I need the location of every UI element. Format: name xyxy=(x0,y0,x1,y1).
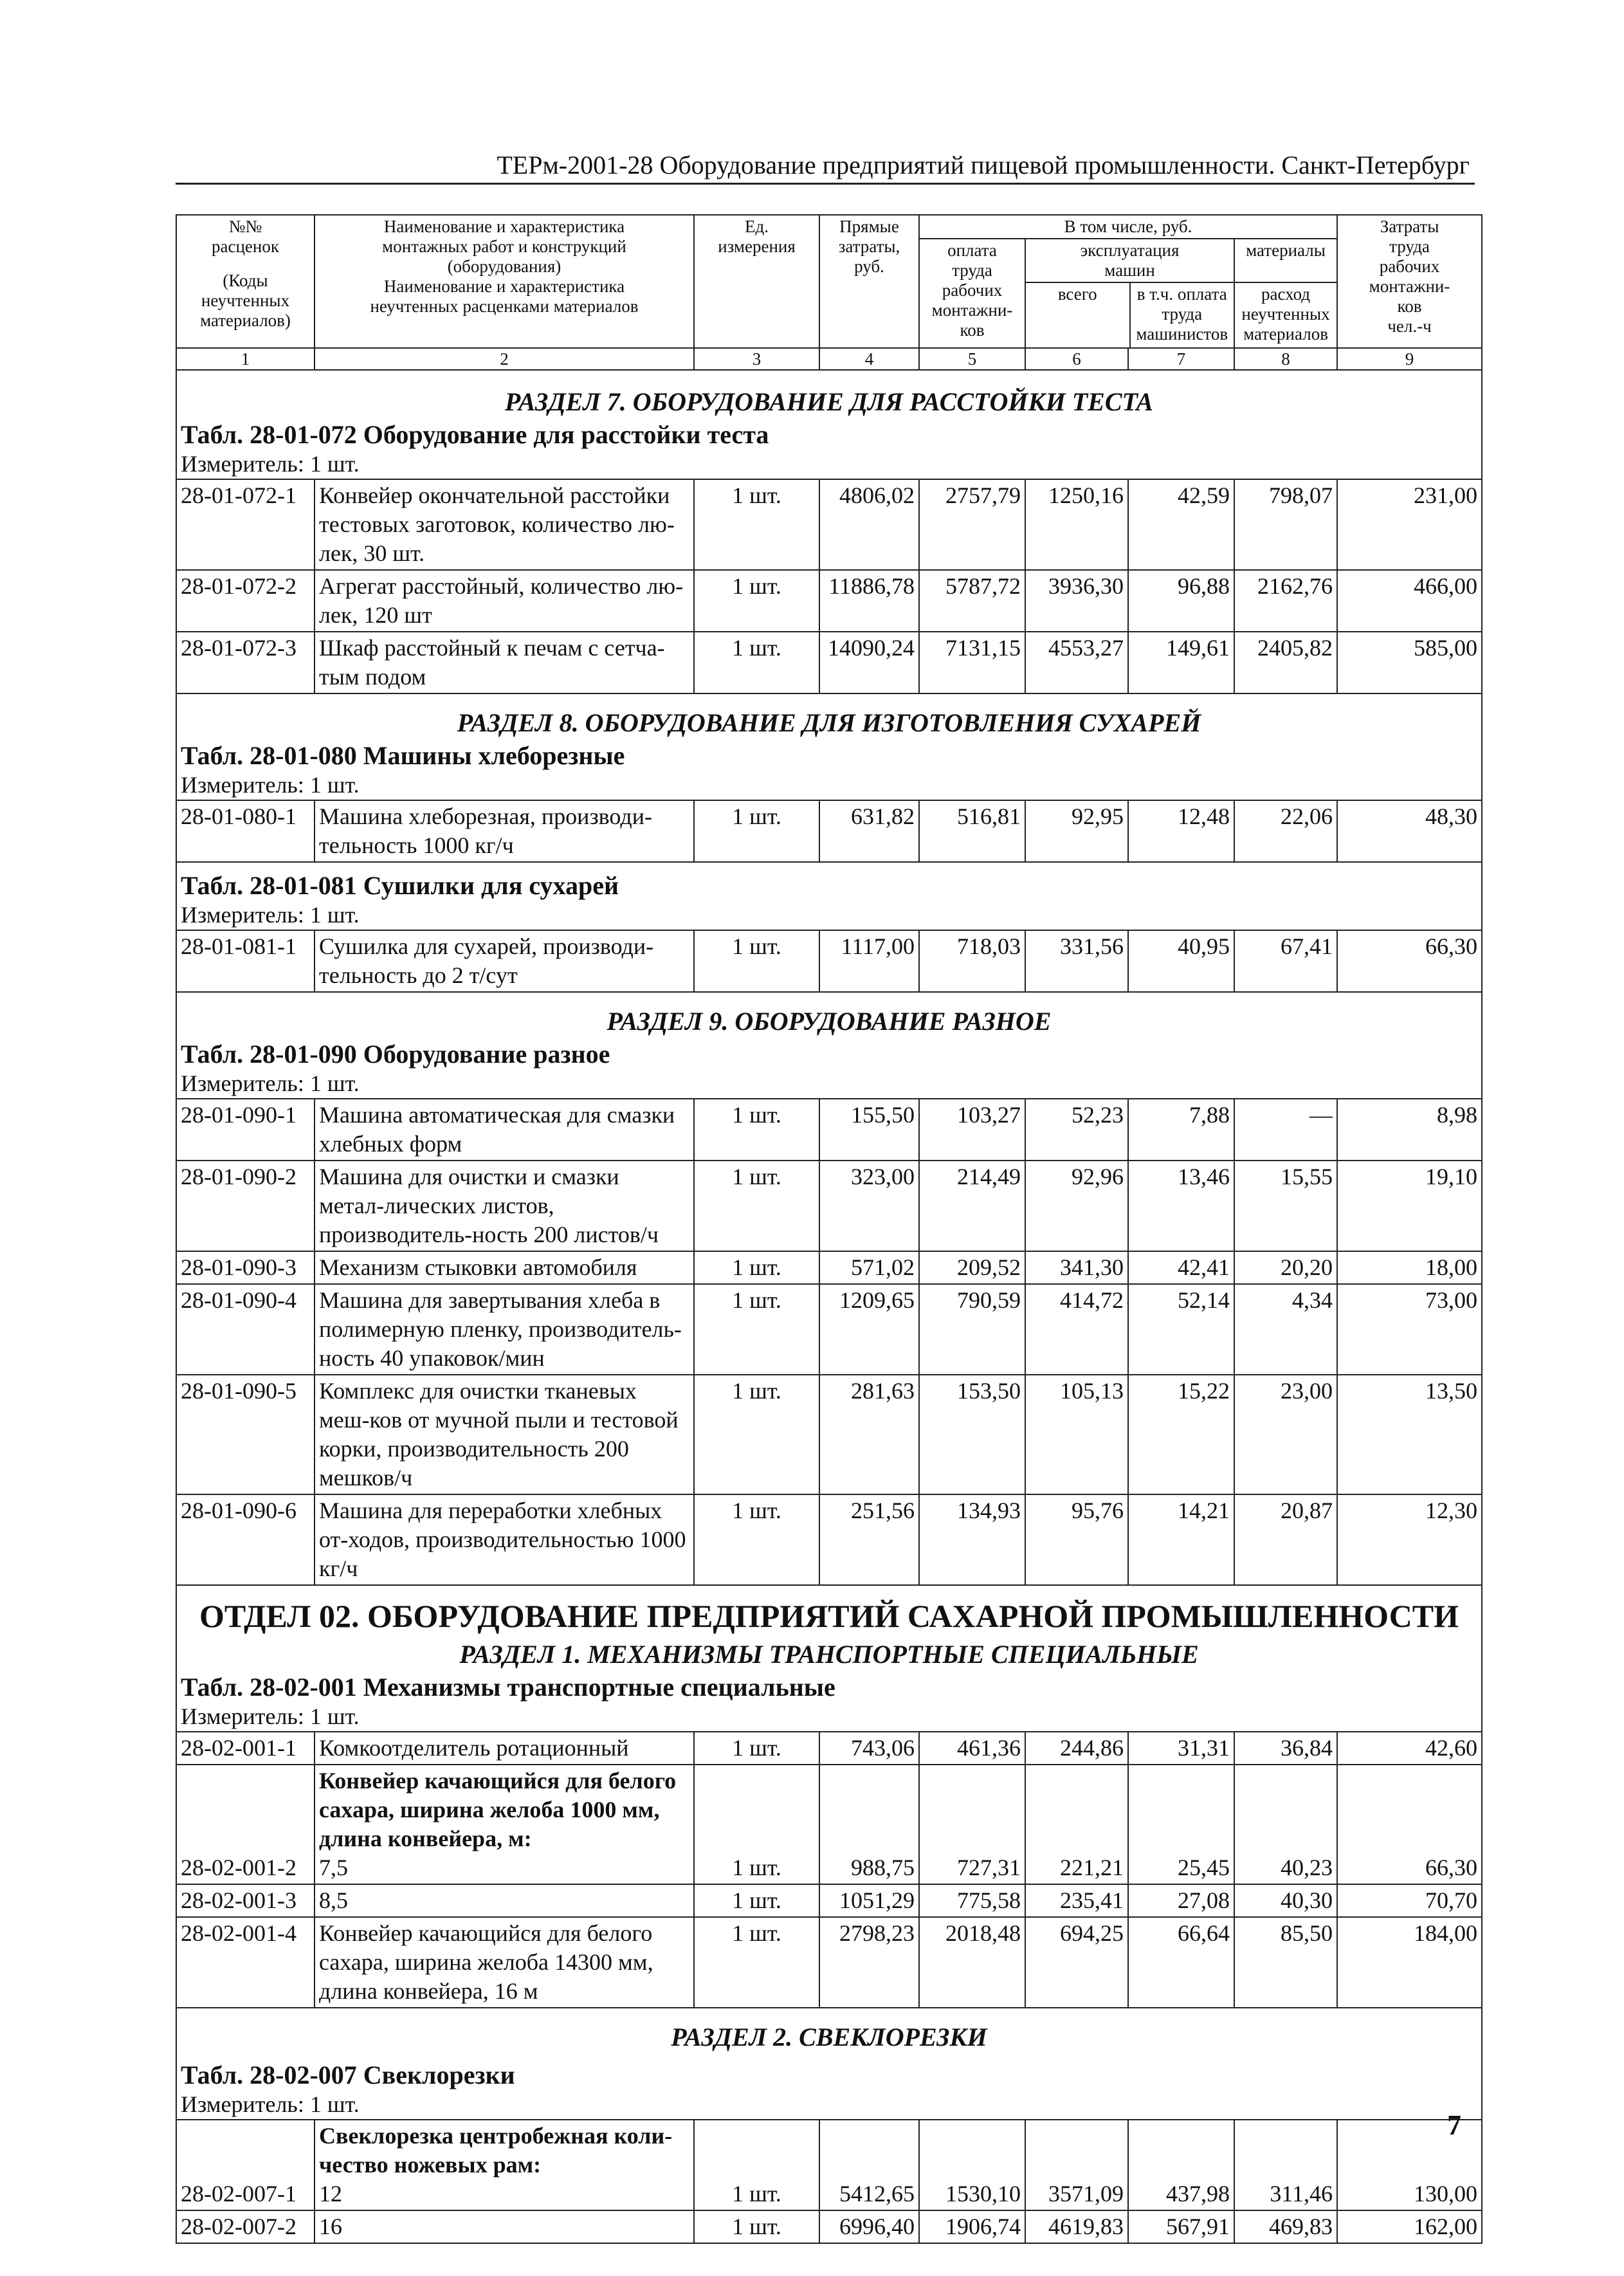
row-materials: 22,06 xyxy=(1234,800,1337,862)
header-text: Прямые xyxy=(839,217,899,236)
row-hours: 73,00 xyxy=(1337,1284,1482,1375)
header-text: машин xyxy=(1104,261,1155,280)
row-name-group xyxy=(315,2120,694,2210)
department-block xyxy=(176,1585,1482,1732)
row-hours: 466,00 xyxy=(1337,570,1482,632)
row-name: Конвейер качающийся для белого сахара, ширина желоба 14300 мм, длина конвейера, 16 м xyxy=(315,1917,694,2008)
header-text: чел.-ч xyxy=(1387,317,1432,336)
section-title: РАЗДЕЛ 7. ОБОРУДОВАНИЕ ДЛЯ РАССТОЙКИ ТЕСТА xyxy=(504,387,1154,416)
row-materials: 67,41 xyxy=(1234,930,1337,992)
row-materials: 23,00 xyxy=(1234,1375,1337,1494)
row-labor: 5787,72 xyxy=(919,570,1025,632)
row-hours: 585,00 xyxy=(1337,632,1482,693)
section-title: РАЗДЕЛ 9. ОБОРУДОВАНИЕ РАЗНОЕ xyxy=(607,1007,1052,1036)
row-name: 16 xyxy=(315,2210,694,2243)
row-materials: 2405,82 xyxy=(1234,632,1337,693)
row-code: 28-01-090-2 xyxy=(176,1161,315,1251)
row-machines: 694,25 xyxy=(1025,1917,1128,2008)
row-code: 28-01-090-3 xyxy=(176,1251,315,1284)
table-row xyxy=(176,1765,1482,1884)
row-hours: 66,30 xyxy=(1337,1765,1482,1884)
row-name-group xyxy=(315,1765,694,1884)
table-row xyxy=(176,1917,1482,2008)
row-machines: 221,21 xyxy=(1025,1765,1128,1884)
header-text: неучтенных xyxy=(1241,304,1330,324)
row-code: 28-02-007-1 xyxy=(176,2120,315,2210)
row-labor: 134,93 xyxy=(919,1494,1025,1585)
table-title: Табл. 28-02-001 Механизмы транспортные специальные xyxy=(181,1673,835,1702)
row-materials: 311,46 xyxy=(1234,2120,1337,2210)
row-name: Комплекс для очистки тканевых меш-ков от мучной пыли и тестовой корки, производительность 200 мешков/ч xyxy=(315,1375,694,1494)
header-text: затраты, xyxy=(838,237,900,256)
row-unit: 1 шт. xyxy=(694,1099,819,1161)
page-number: 7 xyxy=(1447,2109,1461,2141)
header-text: материалов) xyxy=(200,311,291,330)
column-number: 7 xyxy=(1128,348,1234,370)
row-materials: 40,23 xyxy=(1234,1765,1337,1884)
row-labor: 790,59 xyxy=(919,1284,1025,1375)
table-row xyxy=(176,1375,1482,1494)
row-labor: 103,27 xyxy=(919,1099,1025,1161)
row-name: Машина для очистки и смазки метал-лических листов, производитель-ность 200 листов/ч xyxy=(315,1161,694,1251)
header-text: эксплуатация xyxy=(1080,241,1180,260)
table-row xyxy=(176,1732,1482,1765)
section-block xyxy=(176,693,1482,800)
row-machines: 4619,83 xyxy=(1025,2210,1128,2243)
row-unit: 1 шт. xyxy=(694,1251,819,1284)
row-materials: 20,87 xyxy=(1234,1494,1337,1585)
row-machinists: 12,48 xyxy=(1128,800,1234,862)
table-row xyxy=(176,2210,1482,2243)
header-text: труда xyxy=(952,261,992,280)
row-direct: 155,50 xyxy=(819,1099,919,1161)
header-text: Наименование и характеристика xyxy=(383,277,625,296)
table-block xyxy=(176,862,1482,930)
row-name: Шкаф расстойный к печам с сетча-тым подом xyxy=(315,632,694,693)
row-name: Конвейер окончательной расстойки тестовых заготовок, количество лю-лек, 30 шт. xyxy=(315,479,694,570)
column-number: 8 xyxy=(1234,348,1337,370)
row-machinists: 42,41 xyxy=(1128,1251,1234,1284)
column-header-row xyxy=(176,215,1482,239)
measure-line: Измеритель: 1 шт. xyxy=(181,902,360,928)
row-labor: 7131,15 xyxy=(919,632,1025,693)
column-number: 4 xyxy=(819,348,919,370)
row-labor: 153,50 xyxy=(919,1375,1025,1494)
header-text: оплата xyxy=(947,241,997,260)
header-including: В том числе, руб. xyxy=(919,215,1337,239)
table-row xyxy=(176,1161,1482,1251)
group-title: Конвейер качающийся для белого сахара, ширина желоба 1000 мм, длина конвейера, м: xyxy=(319,1768,677,1851)
header-text: ков xyxy=(1397,297,1422,316)
row-direct: 1051,29 xyxy=(819,1884,919,1917)
row-labor: 516,81 xyxy=(919,800,1025,862)
row-unit: 1 шт. xyxy=(694,1732,819,1765)
row-code: 28-01-080-1 xyxy=(176,800,315,862)
header-text: рабочих xyxy=(942,280,1003,300)
rows-s9 xyxy=(176,1099,1482,1585)
row-hours: 184,00 xyxy=(1337,1917,1482,2008)
rates-table-wrap xyxy=(176,214,1481,2244)
header-text: Затраты xyxy=(1380,217,1439,236)
measure-line: Измеритель: 1 шт. xyxy=(181,1070,360,1096)
row-machinists: 13,46 xyxy=(1128,1161,1234,1251)
row-code: 28-02-001-4 xyxy=(176,1917,315,2008)
row-name: Механизм стыковки автомобиля xyxy=(315,1251,694,1284)
section-title: РАЗДЕЛ 1. МЕХАНИЗМЫ ТРАНСПОРТНЫЕ СПЕЦИАЛЬНЫЕ xyxy=(459,1640,1199,1669)
row-hours: 42,60 xyxy=(1337,1732,1482,1765)
row-name: Комкоотделитель ротационный xyxy=(315,1732,694,1765)
row-name: Агрегат расстойный, количество лю-лек, 120 шт xyxy=(315,570,694,632)
table-title: Табл. 28-02-007 Свеклорезки xyxy=(181,2060,515,2089)
header-machines-total xyxy=(1026,283,1131,347)
row-name: 8,5 xyxy=(315,1884,694,1917)
rows-t081 xyxy=(176,930,1482,992)
column-number-row xyxy=(176,348,1482,370)
row-code: 28-02-001-1 xyxy=(176,1732,315,1765)
row-machinists: 14,21 xyxy=(1128,1494,1234,1585)
table-row xyxy=(176,632,1482,693)
row-name: Машина для завертывания хлеба в полимерную пленку, производитель-ность 40 упаковок/мин xyxy=(315,1284,694,1375)
row-machinists: 437,98 xyxy=(1128,2120,1234,2210)
header-text: монтажни- xyxy=(1369,277,1450,296)
row-direct: 1209,65 xyxy=(819,1284,919,1375)
row-labor: 1530,10 xyxy=(919,2120,1025,2210)
row-unit: 1 шт. xyxy=(694,632,819,693)
row-labor: 718,03 xyxy=(919,930,1025,992)
table-row xyxy=(176,930,1482,992)
row-direct: 11886,78 xyxy=(819,570,919,632)
header-text: монтажни- xyxy=(931,300,1013,320)
header-machines-group xyxy=(1025,239,1234,348)
row-code: 28-01-090-4 xyxy=(176,1284,315,1375)
row-machinists: 7,88 xyxy=(1128,1099,1234,1161)
table-row xyxy=(176,2120,1482,2210)
table-row xyxy=(176,1284,1482,1375)
row-machinists: 52,14 xyxy=(1128,1284,1234,1375)
header-machinists xyxy=(1131,283,1234,347)
row-machines: 244,86 xyxy=(1025,1732,1128,1765)
row-code: 28-01-072-3 xyxy=(176,632,315,693)
row-hours: 162,00 xyxy=(1337,2210,1482,2243)
header-hours-column xyxy=(1337,215,1482,348)
row-materials: 4,34 xyxy=(1234,1284,1337,1375)
row-materials: 798,07 xyxy=(1234,479,1337,570)
row-hours: 18,00 xyxy=(1337,1251,1482,1284)
row-labor: 775,58 xyxy=(919,1884,1025,1917)
header-text: Ед. xyxy=(745,217,769,236)
table-row xyxy=(176,570,1482,632)
header-text: расценок xyxy=(212,237,279,256)
row-machines: 3936,30 xyxy=(1025,570,1128,632)
section-block xyxy=(176,992,1482,1099)
row-unit: 1 шт. xyxy=(694,2120,819,2210)
row-direct: 631,82 xyxy=(819,800,919,862)
row-code: 28-02-001-3 xyxy=(176,1884,315,1917)
row-code: 28-01-072-2 xyxy=(176,570,315,632)
row-materials: 85,50 xyxy=(1234,1917,1337,2008)
row-machinists: 96,88 xyxy=(1128,570,1234,632)
table-row xyxy=(176,1494,1482,1585)
row-code: 28-02-001-2 xyxy=(176,1765,315,1884)
row-labor: 461,36 xyxy=(919,1732,1025,1765)
row-unit: 1 шт. xyxy=(694,1284,819,1375)
row-direct: 5412,65 xyxy=(819,2120,919,2210)
column-number: 5 xyxy=(919,348,1025,370)
row-materials: 469,83 xyxy=(1234,2210,1337,2243)
header-text: в т.ч. оплата xyxy=(1136,284,1227,304)
row-materials: 20,20 xyxy=(1234,1251,1337,1284)
header-code-column xyxy=(176,215,315,348)
table-row xyxy=(176,1251,1482,1284)
row-machinists: 40,95 xyxy=(1128,930,1234,992)
row-machines: 341,30 xyxy=(1025,1251,1128,1284)
header-unit-column xyxy=(694,215,819,348)
header-text: измерения xyxy=(718,237,796,256)
section-title: РАЗДЕЛ 2. СВЕКЛОРЕЗКИ xyxy=(671,2023,987,2051)
table-row xyxy=(176,800,1482,862)
section-block xyxy=(176,370,1482,479)
row-labor: 2757,79 xyxy=(919,479,1025,570)
row-unit: 1 шт. xyxy=(694,1765,819,1884)
row-hours: 130,00 xyxy=(1337,2120,1482,2210)
row-name: 7,5 xyxy=(319,1855,348,1880)
column-number: 3 xyxy=(694,348,819,370)
group-title: Свеклорезка центробежная коли-чество ножевых рам: xyxy=(319,2123,673,2178)
row-machines: 1250,16 xyxy=(1025,479,1128,570)
header-text: (Коды xyxy=(223,271,268,290)
table-row xyxy=(176,479,1482,570)
row-unit: 1 шт. xyxy=(694,1161,819,1251)
measure-line: Измеритель: 1 шт. xyxy=(181,1703,360,1729)
row-unit: 1 шт. xyxy=(694,1884,819,1917)
row-code: 28-02-007-2 xyxy=(176,2210,315,2243)
row-name: Машина хлеборезная, производи-тельность 1000 кг/ч xyxy=(315,800,694,862)
row-machines: 3571,09 xyxy=(1025,2120,1128,2210)
row-labor: 209,52 xyxy=(919,1251,1025,1284)
table-title: Табл. 28-01-080 Машины хлеборезные xyxy=(181,741,625,770)
row-machinists: 27,08 xyxy=(1128,1884,1234,1917)
column-number: 9 xyxy=(1337,348,1482,370)
header-text: рабочих xyxy=(1379,257,1440,276)
header-title: ТЕРм-2001-28 Оборудование предприятий пищевой промышленности. Санкт-Петербург xyxy=(497,151,1470,179)
row-code: 28-01-081-1 xyxy=(176,930,315,992)
row-machines: 331,56 xyxy=(1025,930,1128,992)
row-code: 28-01-090-1 xyxy=(176,1099,315,1161)
row-materials: 36,84 xyxy=(1234,1732,1337,1765)
measure-line: Измеритель: 1 шт. xyxy=(181,451,360,477)
row-direct: 571,02 xyxy=(819,1251,919,1284)
row-unit: 1 шт. xyxy=(694,800,819,862)
row-materials: — xyxy=(1234,1099,1337,1161)
header-materials-column xyxy=(1234,239,1337,348)
header-text: материалов xyxy=(1243,324,1328,344)
header-text: руб. xyxy=(854,257,884,276)
row-hours: 70,70 xyxy=(1337,1884,1482,1917)
row-hours: 12,30 xyxy=(1337,1494,1482,1585)
section-title: РАЗДЕЛ 8. ОБОРУДОВАНИЕ ДЛЯ ИЗГОТОВЛЕНИЯ СУХАРЕЙ xyxy=(457,708,1201,737)
row-materials: 2162,76 xyxy=(1234,570,1337,632)
row-direct: 14090,24 xyxy=(819,632,919,693)
row-hours: 66,30 xyxy=(1337,930,1482,992)
table-title: Табл. 28-01-090 Оборудование разное xyxy=(181,1040,610,1069)
row-machines: 92,96 xyxy=(1025,1161,1128,1251)
column-number: 6 xyxy=(1025,348,1128,370)
table-title: Табл. 28-01-072 Оборудование для расстойки теста xyxy=(181,420,769,449)
row-direct: 988,75 xyxy=(819,1765,919,1884)
header-text: ков xyxy=(960,320,985,340)
row-code: 28-01-072-1 xyxy=(176,479,315,570)
row-machinists: 42,59 xyxy=(1128,479,1234,570)
row-name: Сушилка для сухарей, производи-тельность до 2 т/сут xyxy=(315,930,694,992)
row-machinists: 31,31 xyxy=(1128,1732,1234,1765)
header-text: неучтенных расценками материалов xyxy=(370,297,639,316)
department-title: ОТДЕЛ 02. ОБОРУДОВАНИЕ ПРЕДПРИЯТИЙ САХАРНОЙ ПРОМЫШЛЕННОСТИ xyxy=(199,1598,1459,1634)
row-hours: 48,30 xyxy=(1337,800,1482,862)
row-direct: 2798,23 xyxy=(819,1917,919,2008)
header-text: труда xyxy=(1162,304,1203,324)
row-code: 28-01-090-5 xyxy=(176,1375,315,1494)
row-machinists: 66,64 xyxy=(1128,1917,1234,2008)
measure-line: Измеритель: 1 шт. xyxy=(181,2091,360,2117)
row-unit: 1 шт. xyxy=(694,930,819,992)
header-text: монтажных работ и конструкций xyxy=(382,237,626,256)
header-text: машинистов xyxy=(1136,324,1228,344)
row-direct: 323,00 xyxy=(819,1161,919,1251)
row-machines: 414,72 xyxy=(1025,1284,1128,1375)
row-code: 28-01-090-6 xyxy=(176,1494,315,1585)
row-machines: 95,76 xyxy=(1025,1494,1128,1585)
row-machinists: 149,61 xyxy=(1128,632,1234,693)
row-materials: 15,55 xyxy=(1234,1161,1337,1251)
header-name-column xyxy=(315,215,694,348)
row-machinists: 15,22 xyxy=(1128,1375,1234,1494)
row-machinists: 25,45 xyxy=(1128,1765,1234,1884)
row-labor: 214,49 xyxy=(919,1161,1025,1251)
row-name: Машина автоматическая для смазки хлебных форм xyxy=(315,1099,694,1161)
row-hours: 231,00 xyxy=(1337,479,1482,570)
row-unit: 1 шт. xyxy=(694,1494,819,1585)
row-unit: 1 шт. xyxy=(694,1917,819,2008)
row-direct: 251,56 xyxy=(819,1494,919,1585)
row-labor: 727,31 xyxy=(919,1765,1025,1884)
column-number: 1 xyxy=(176,348,315,370)
table-row xyxy=(176,1099,1482,1161)
row-machines: 235,41 xyxy=(1025,1884,1128,1917)
row-direct: 1117,00 xyxy=(819,930,919,992)
row-unit: 1 шт. xyxy=(694,1375,819,1494)
table-row xyxy=(176,1884,1482,1917)
row-name: Машина для переработки хлебных от-ходов, производительностью 1000 кг/ч xyxy=(315,1494,694,1585)
header-text: неучтенных xyxy=(201,291,290,310)
row-direct: 743,06 xyxy=(819,1732,919,1765)
row-hours: 13,50 xyxy=(1337,1375,1482,1494)
rows-s7 xyxy=(176,479,1482,693)
header-text: всего xyxy=(1057,284,1097,304)
column-number: 2 xyxy=(315,348,694,370)
row-hours: 19,10 xyxy=(1337,1161,1482,1251)
header-text: (оборудования) xyxy=(447,257,561,276)
row-machinists: 567,91 xyxy=(1128,2210,1234,2243)
row-direct: 281,63 xyxy=(819,1375,919,1494)
section-block xyxy=(176,2008,1482,2120)
header-text: труда xyxy=(1389,237,1430,256)
row-materials: 40,30 xyxy=(1234,1884,1337,1917)
row-machines: 92,95 xyxy=(1025,800,1128,862)
row-machines: 4553,27 xyxy=(1025,632,1128,693)
rows-s8 xyxy=(176,800,1482,862)
header-text: расход xyxy=(1261,284,1311,304)
row-unit: 1 шт. xyxy=(694,479,819,570)
table-title: Табл. 28-01-081 Сушилки для сухарей xyxy=(181,871,619,900)
row-unit: 1 шт. xyxy=(694,2210,819,2243)
row-labor: 1906,74 xyxy=(919,2210,1025,2243)
row-machines: 52,23 xyxy=(1025,1099,1128,1161)
header-text: Наименование и характеристика xyxy=(383,217,625,236)
measure-line: Измеритель: 1 шт. xyxy=(181,772,360,798)
row-name: 12 xyxy=(319,2181,342,2207)
header-text: №№ xyxy=(228,217,262,236)
rates-table xyxy=(176,214,1483,2244)
row-direct: 6996,40 xyxy=(819,2210,919,2243)
row-labor: 2018,48 xyxy=(919,1917,1025,2008)
row-direct: 4806,02 xyxy=(819,479,919,570)
row-machines: 105,13 xyxy=(1025,1375,1128,1494)
header-text: материалы xyxy=(1235,239,1337,283)
page-header xyxy=(176,149,1475,185)
row-unit: 1 шт. xyxy=(694,570,819,632)
header-labor-column xyxy=(919,239,1025,348)
header-direct-column xyxy=(819,215,919,348)
row-hours: 8,98 xyxy=(1337,1099,1482,1161)
